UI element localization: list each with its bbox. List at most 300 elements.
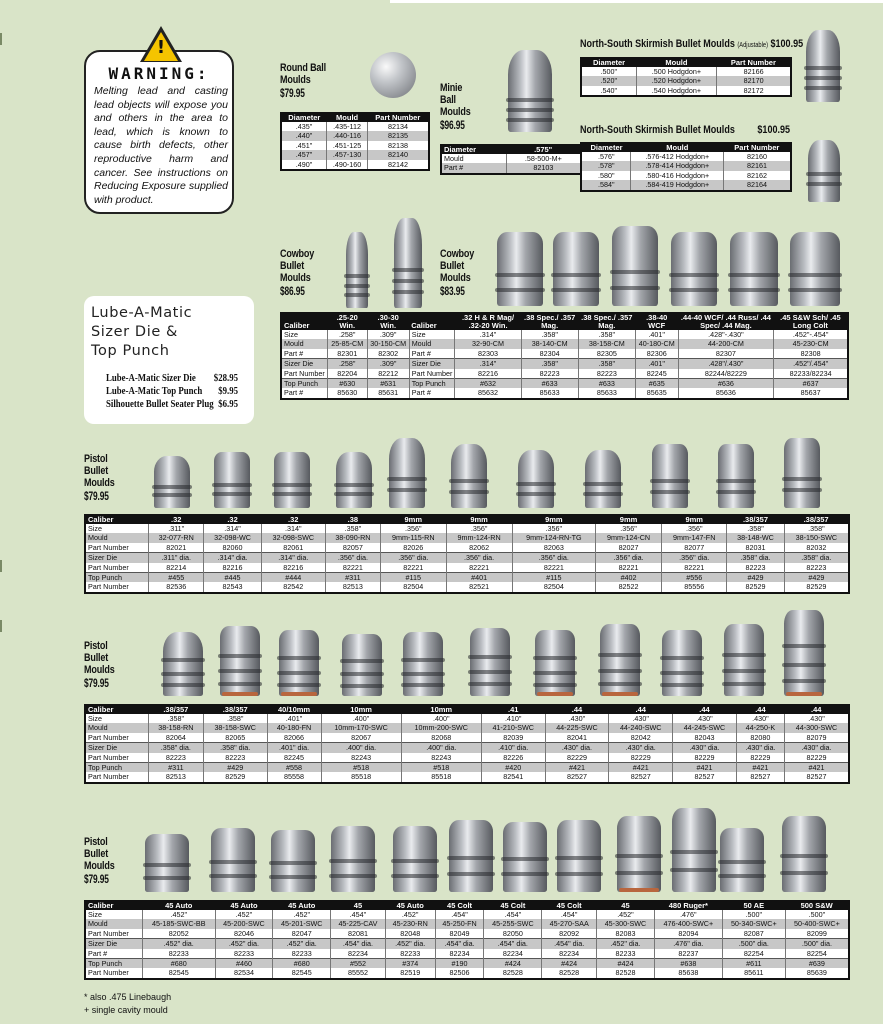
row-label: Part Number	[88, 562, 129, 572]
table-cell: 82229	[545, 753, 609, 763]
table-cell: 82061	[261, 543, 325, 553]
bullet-image	[784, 438, 820, 508]
table-cell: 82021	[149, 543, 204, 553]
table-cell: 45-230-CM	[774, 339, 848, 348]
table-row	[85, 714, 849, 723]
margin-mark	[0, 620, 2, 632]
table-cell: 82243	[401, 753, 481, 763]
table-cell: .314"	[204, 524, 261, 533]
margin-mark	[0, 560, 2, 572]
bullet-image	[617, 816, 661, 892]
bullet-image	[782, 816, 826, 892]
top-rule	[390, 0, 883, 3]
pistol3-table	[84, 900, 850, 980]
row-label: Mould	[281, 339, 327, 348]
table-cell: 82234	[435, 949, 484, 959]
table-cell: 32-098-WC	[204, 533, 261, 542]
table-cell: 82032	[784, 543, 849, 553]
table-cell: 82301	[327, 349, 367, 359]
column-header: Caliber	[85, 705, 148, 714]
table-cell: 82031	[727, 543, 784, 553]
bullet-image	[220, 626, 260, 696]
table-cell: #421	[545, 763, 609, 773]
bullet-image	[518, 450, 554, 508]
warning-box: ! WARNING: Melting lead and casting lead objects will expose you and others in the area to lead, which is known to cause birth defects, other reproductive harm and cancer. See instructions on Reducing Exposure supplied with product.	[84, 50, 234, 214]
table-cell: 82057	[325, 543, 380, 553]
cowboy-table: Caliber .25-20 Win. .30-30 Win. Caliber .32 H & R Mag/ .32-20 Win. .38 Spec./ .357 Mag. .38 Spec./ .357 Mag. .38-40 WCF .44-40 WCF/ .44 Russ/ .44 Spec/ .44 Mag. .45 S&W Sch/ .45 Long Colt Size .258" .309" Size .314" .358" .358" .401" .428"-.430" .452"-.454" Mould 25-85-CM 30-150-CM Mould 32-90-CM 38-140-CM 38-158-CM 40-180-CM 44-200-CM 45-230-CM Part # 82301 82302 Part # 82303 82304 82305 82306 82307 82308 Sizer Die .258" .309" Sizer Die .314" .358" .358" .401" .428"/.430" .452"/.454" Part Number 82204 82212 Part Number 82216 82223 82223 82245 82244/82229 82233/82234 Top Punch #630 #631 Top Punch #632 #633 #633 #635 #636 #637 Part # 85630 85631 Part # 85632 85633 85633 85635 85636 85637	[280, 312, 849, 400]
ns-adj-table: Diameter Mould Part Number .500" .500 Hodgdon+ 82166 .520" .520 Hodgdon+ 82170 .540" .540 Hodgdon+ 82172	[580, 57, 792, 97]
bullet-image	[553, 232, 599, 306]
column-header: .44	[609, 705, 673, 714]
table-cell: .358"	[148, 714, 203, 723]
table-cell: #401	[446, 573, 512, 583]
row-label: Sizer Die	[409, 359, 455, 369]
table-cell: 85636	[678, 388, 774, 398]
table-cell: 82223	[203, 753, 267, 763]
table-cell: 38-140-CM	[521, 339, 578, 348]
table-cell: 45-270-SAA	[542, 919, 597, 928]
table-cell: #637	[774, 379, 848, 389]
ns-heading: North-South Skirmish Bullet Moulds $100.95	[580, 124, 791, 136]
column-header: .38/357	[727, 515, 784, 524]
table-cell: .452"-.454"	[774, 330, 848, 339]
table-cell: #639	[785, 959, 849, 969]
table-cell: 82527	[673, 772, 737, 782]
column-header: 500 S&W	[785, 901, 849, 910]
table-cell: #445	[204, 573, 261, 583]
table-cell: 82245	[635, 369, 678, 379]
table-cell: 85630	[327, 388, 367, 398]
bullet-image	[389, 438, 425, 508]
table-cell: 82513	[148, 772, 203, 782]
table-cell: 45-250-FN	[435, 919, 484, 928]
table-cell: #635	[635, 379, 678, 389]
table-cell: 82534	[215, 968, 273, 978]
table-cell: .314"	[455, 359, 521, 369]
table-cell: .454" dia.	[542, 939, 597, 949]
row-label: Mould	[85, 919, 142, 928]
table-cell: 82522	[595, 582, 661, 592]
table-cell: 9mm-147-FN	[662, 533, 727, 542]
table-cell: 82223	[521, 369, 578, 379]
row-label: Part Number	[88, 968, 129, 978]
table-cell: #556	[662, 573, 727, 583]
table-cell: 85637	[774, 388, 848, 398]
round-ball-image	[370, 52, 416, 98]
row-label: Mould	[409, 339, 455, 348]
table-cell: 82065	[203, 733, 267, 743]
table-cell: .356" dia.	[512, 553, 595, 563]
table-cell: 82039	[481, 733, 545, 743]
table-cell: #421	[784, 763, 849, 773]
table-cell: .314" dia.	[261, 553, 325, 563]
row-label: Size	[284, 330, 298, 339]
row-label: Size	[88, 524, 102, 533]
table-cell: 38-158-CM	[578, 339, 635, 348]
column-header: .32	[204, 515, 261, 524]
table-cell: 82079	[784, 733, 849, 743]
table-cell: 82233	[385, 949, 435, 959]
table-cell: 30-150-CM	[367, 339, 409, 348]
table-cell: 82545	[142, 968, 215, 978]
table-row	[85, 533, 849, 542]
table-cell: #633	[521, 379, 578, 389]
column-header: .44	[545, 705, 609, 714]
table-cell: #429	[727, 573, 784, 583]
table-cell: 85635	[635, 388, 678, 398]
table-cell: 82545	[273, 968, 331, 978]
table-row	[85, 524, 849, 533]
table-cell: 82221	[446, 563, 512, 573]
table-cell: .358"	[727, 524, 784, 533]
lube-title: Lube-A-Matic Sizer Die & Top Punch	[91, 305, 193, 359]
table-cell: 82245	[267, 753, 321, 763]
table-cell: 82305	[578, 349, 635, 359]
table-cell: 45-185-SWC-BB	[142, 919, 215, 928]
table-cell: .430"	[673, 714, 737, 723]
lube-item: Silhouette Bullet Seater Plug $6.95	[106, 398, 238, 410]
table-cell: #115	[512, 573, 595, 583]
column-header: 45 Auto	[273, 901, 331, 910]
table-cell: 82243	[321, 753, 401, 763]
column-header: Caliber	[85, 515, 149, 524]
table-cell: #311	[148, 763, 203, 773]
table-cell: #421	[736, 763, 784, 773]
table-cell: 45-255-SWC	[484, 919, 542, 928]
table-cell: 38-148-WC	[727, 533, 784, 542]
table-row	[85, 929, 849, 939]
table-cell: 38-150-SWC	[784, 533, 849, 542]
pistol2-table	[84, 704, 850, 784]
column-header: .44	[736, 705, 784, 714]
table-cell: #552	[331, 959, 386, 969]
table-cell: .430" dia.	[609, 743, 673, 753]
table-row	[85, 573, 849, 583]
row-label: Part Number	[88, 752, 129, 762]
table-cell: 82529	[203, 772, 267, 782]
row-label: Size	[409, 330, 455, 339]
column-header: 45 Colt	[435, 901, 484, 910]
table-cell: 85639	[785, 968, 849, 978]
table-cell: 82052	[142, 929, 215, 939]
table-cell: .356" dia.	[662, 553, 727, 563]
table-cell: .401"	[267, 714, 321, 723]
table-cell: #460	[215, 959, 273, 969]
cowboy-heading-1: Cowboy Bullet Moulds $86.95	[280, 248, 315, 298]
row-label: Part Number	[88, 772, 129, 782]
table-cell: .356" dia.	[381, 553, 446, 563]
table-cell: .452" dia.	[273, 939, 331, 949]
bullet-image	[535, 630, 575, 696]
table-row	[281, 330, 848, 339]
table-cell: 82216	[204, 563, 261, 573]
column-header: 9mm	[512, 515, 595, 524]
table-cell: 44-245-SWC	[673, 723, 737, 732]
table-cell: .400"	[401, 714, 481, 723]
column-header: 45 Colt	[484, 901, 542, 910]
table-cell: .311"	[149, 524, 204, 533]
table-cell: .356" dia.	[595, 553, 661, 563]
table-cell: .258"	[327, 330, 367, 339]
table-cell: .430" dia.	[784, 743, 849, 753]
table-cell: .430" dia.	[736, 743, 784, 753]
column-header: .38	[325, 515, 380, 524]
table-cell: 82519	[385, 968, 435, 978]
table-cell: .401" dia.	[267, 743, 321, 753]
table-row	[85, 949, 849, 959]
bullet-image	[393, 826, 437, 892]
ns-adj-bullet-image	[806, 30, 840, 102]
table-cell: .454" dia.	[435, 939, 484, 949]
table-row	[281, 369, 848, 379]
table-cell: 82216	[261, 563, 325, 573]
table-cell: #680	[273, 959, 331, 969]
table-cell: .358" dia.	[727, 553, 784, 563]
table-cell: 9mm-124-CN	[595, 533, 661, 542]
bullet-image	[403, 632, 443, 696]
table-cell: 82042	[609, 733, 673, 743]
table-cell: .314"	[455, 330, 521, 339]
table-cell: .400" dia.	[401, 743, 481, 753]
table-cell: .358"	[578, 359, 635, 369]
table-cell: 10mm-170-SWC	[321, 723, 401, 732]
row-label: Part #	[409, 349, 455, 359]
minie-table: Diameter .575" Mould .58-500-M+ Part # 82103	[440, 144, 582, 175]
table-cell: 82043	[673, 733, 737, 743]
table-cell: 82041	[545, 733, 609, 743]
table-cell: .428"-.430"	[678, 330, 774, 339]
table-cell: 82308	[774, 349, 848, 359]
table-cell: 40-180-CM	[635, 339, 678, 348]
table-cell: 82223	[727, 563, 784, 573]
row-label: Sizer Die	[85, 939, 142, 949]
table-cell: .356" dia.	[325, 553, 380, 563]
row-label: Part Number	[284, 368, 325, 378]
table-cell: 82302	[367, 349, 409, 359]
table-cell: .358"	[325, 524, 380, 533]
bullet-image	[662, 630, 702, 696]
row-label: Mould	[85, 723, 148, 732]
table-cell: 85632	[455, 388, 521, 398]
pistol1-table	[84, 514, 850, 594]
table-cell: 82304	[521, 349, 578, 359]
table-cell: 9mm-124-RN-TG	[512, 533, 595, 542]
table-cell: 50-400-SWC+	[785, 919, 849, 928]
table-cell: 82528	[542, 968, 597, 978]
bullet-image	[163, 632, 203, 696]
table-cell: 82237	[654, 949, 722, 959]
table-cell: .358" dia.	[203, 743, 267, 753]
table-cell: 50-340-SWC+	[722, 919, 785, 928]
table-cell: 82216	[455, 369, 521, 379]
row-label: Part #	[284, 388, 304, 398]
table-cell: .358"	[521, 359, 578, 369]
column-header: 9mm	[595, 515, 661, 524]
table-cell: .454"	[331, 910, 386, 919]
table-cell: #424	[542, 959, 597, 969]
round-ball-table: Diameter Mould Part Number .435" .435-112 82134 .440" .440-116 82135 .451" .451-125 82138 .457" .457-130 82140 .490" .490-160 82142	[280, 112, 430, 171]
table-cell: 82229	[609, 753, 673, 763]
table-cell: 82529	[727, 582, 784, 592]
table-cell: 38-090-RN	[325, 533, 380, 542]
table-cell: #429	[784, 573, 849, 583]
table-cell: .430" dia.	[673, 743, 737, 753]
table-cell: .452" dia.	[385, 939, 435, 949]
column-header: 10mm	[321, 705, 401, 714]
row-label: Part Number	[88, 928, 129, 938]
table-cell: #630	[327, 379, 367, 389]
table-cell: .356"	[446, 524, 512, 533]
table-cell: 38-158-RN	[148, 723, 203, 732]
table-row	[281, 359, 848, 369]
warning-title: WARNING:	[108, 64, 210, 83]
table-row	[85, 968, 849, 978]
row-label: Part Number	[409, 369, 455, 379]
table-cell: #421	[673, 763, 737, 773]
table-cell: #374	[385, 959, 435, 969]
table-cell: .358"	[784, 524, 849, 533]
table-cell: #420	[481, 763, 545, 773]
table-cell: .358"	[578, 330, 635, 339]
bullet-image	[279, 630, 319, 696]
table-cell: 82542	[261, 582, 325, 592]
table-cell: 82234	[484, 949, 542, 959]
bullet-image	[557, 820, 601, 892]
row-label: Sizer Die	[85, 553, 149, 563]
minie-bullet-image	[508, 50, 552, 132]
table-cell: .430"	[736, 714, 784, 723]
table-cell: 44-300-SWC	[784, 723, 849, 732]
table-row	[281, 388, 848, 398]
table-cell: 9mm-115-RN	[381, 533, 446, 542]
table-cell: 85611	[722, 968, 785, 978]
table-row	[85, 763, 849, 773]
row-label: Part #	[284, 348, 304, 358]
table-cell: 82066	[267, 733, 321, 743]
table-cell: .430"	[609, 714, 673, 723]
table-cell: 82254	[785, 949, 849, 959]
bullet-image	[730, 232, 778, 306]
table-cell: #680	[142, 959, 215, 969]
table-cell: 40-180-FN	[267, 723, 321, 732]
pistol1-heading: Pistol Bullet Moulds $79.95	[84, 453, 115, 503]
table-cell: 82046	[215, 929, 273, 939]
ns-table: Diameter Mould Part Number .576" .576-412 Hodgdon+ 82160 .578" .578-414 Hodgdon+ 82161 .580" .580-416 Hodgdon+ 82162 .584" .584-419 Hodgdon+ 82164	[580, 142, 792, 192]
table-cell: 82527	[736, 772, 784, 782]
table-row	[85, 772, 849, 782]
table-cell: 82221	[595, 563, 661, 573]
table-cell: .358"	[203, 714, 267, 723]
table-row	[85, 753, 849, 763]
table-cell: .311" dia.	[149, 553, 204, 563]
table-cell: 82212	[367, 369, 409, 379]
table-cell: .358"	[521, 330, 578, 339]
column-header: 45	[331, 901, 386, 910]
bullet-image	[154, 456, 190, 508]
table-cell: 10mm-200-SWC	[401, 723, 481, 732]
table-cell: 82221	[662, 563, 727, 573]
table-cell: .500"	[722, 910, 785, 919]
table-cell: .258"	[327, 359, 367, 369]
footnote: * also .475 Linebaugh	[84, 992, 172, 1002]
table-cell: 82063	[512, 543, 595, 553]
table-cell: .452" dia.	[215, 939, 273, 949]
row-label: Part #	[409, 388, 455, 398]
table-row	[281, 339, 848, 348]
table-cell: .356"	[512, 524, 595, 533]
table-cell: 82068	[401, 733, 481, 743]
bullet-image	[346, 232, 368, 308]
table-cell: 32-90-CM	[455, 339, 521, 348]
table-cell: 82204	[327, 369, 367, 379]
row-label: Sizer Die	[281, 359, 327, 369]
bullet-image	[720, 828, 764, 892]
table-cell: 82087	[722, 929, 785, 939]
table-cell: 82221	[512, 563, 595, 573]
table-cell: 82504	[512, 582, 595, 592]
pistol3-heading: Pistol Bullet Moulds $79.95	[84, 836, 115, 886]
column-header: .44	[784, 705, 849, 714]
table-cell: .358" dia.	[784, 553, 849, 563]
bullet-image	[342, 634, 382, 696]
bullet-image	[585, 450, 621, 508]
table-cell: 82254	[722, 949, 785, 959]
column-header: 9mm	[381, 515, 446, 524]
table-cell: 82528	[597, 968, 655, 978]
row-label: Part #	[88, 948, 108, 958]
table-cell: 82233/82234	[774, 369, 848, 379]
table-cell: .400" dia.	[321, 743, 401, 753]
table-cell: 82221	[325, 563, 380, 573]
table-cell: 82060	[204, 543, 261, 553]
table-cell: .428"/.430"	[678, 359, 774, 369]
table-cell: .314" dia.	[204, 553, 261, 563]
table-cell: .454" dia.	[331, 939, 386, 949]
table-cell: .476"	[654, 910, 722, 919]
column-header: .32	[261, 515, 325, 524]
table-row	[85, 743, 849, 753]
column-header: Caliber	[85, 901, 142, 910]
minie-heading: Minie Ball Moulds $96.95	[440, 82, 471, 132]
row-label: Part Number	[88, 542, 129, 552]
table-cell: #115	[381, 573, 446, 583]
table-cell: #402	[595, 573, 661, 583]
table-cell: 82303	[455, 349, 521, 359]
table-cell: #518	[321, 763, 401, 773]
bullet-image	[724, 624, 764, 696]
table-cell: 82094	[654, 929, 722, 939]
table-cell: .401"	[635, 330, 678, 339]
table-cell: .452"	[273, 910, 331, 919]
row-label: Top Punch	[85, 573, 149, 583]
warning-text: Melting lead and casting lead objects will expose you and others in the area to lead, which is known to cause birth defects, other reproductive harm and cancer. See instructions on Reducing Exposure supplied with product.	[94, 85, 228, 206]
table-row	[281, 379, 848, 389]
column-header: .32	[149, 515, 204, 524]
table-row	[85, 543, 849, 553]
column-header: 9mm	[446, 515, 512, 524]
column-header: .44	[673, 705, 737, 714]
table-cell: 82099	[785, 929, 849, 939]
table-cell: .454"	[484, 910, 542, 919]
table-cell: 82081	[331, 929, 386, 939]
table-cell: 82223	[148, 753, 203, 763]
table-cell: .452"	[597, 910, 655, 919]
table-cell: 82214	[149, 563, 204, 573]
bullet-image	[612, 226, 658, 306]
column-header: 40/10mm	[267, 705, 321, 714]
column-header: 45 Colt	[542, 901, 597, 910]
table-cell: #558	[267, 763, 321, 773]
